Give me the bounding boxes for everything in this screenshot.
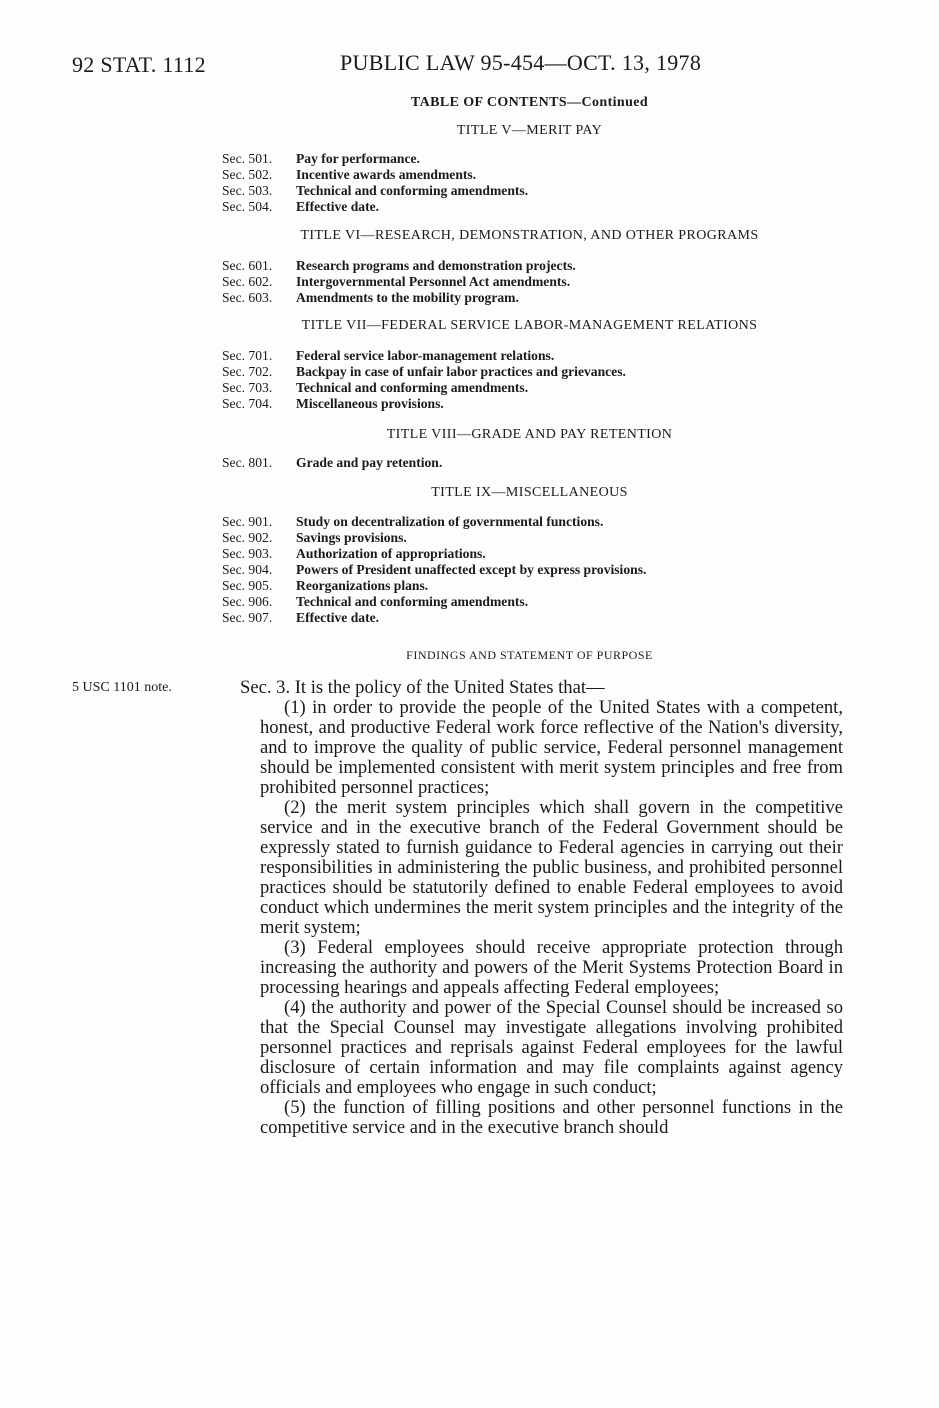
toc-section-number: Sec. 602.: [222, 274, 273, 289]
toc-section: [222, 594, 646, 610]
toc-section-number: Sec. 906.: [222, 594, 273, 609]
toc-section: [222, 514, 646, 530]
toc-section: [222, 290, 576, 306]
toc-section: [222, 396, 626, 412]
toc-section-title: Backpay in case of unfair labor practices and grievances.: [296, 364, 626, 379]
toc-section-title: Effective date.: [296, 610, 380, 625]
toc-section-title: Federal service labor-management relations.: [296, 348, 555, 363]
toc-section-title: Savings provisions.: [296, 530, 407, 545]
toc-title-heading: TITLE VIII—GRADE AND PAY RETENTION: [386, 427, 673, 442]
findings-heading: FINDINGS AND STATEMENT OF PURPOSE: [406, 648, 653, 662]
toc-section: [222, 546, 646, 562]
toc-title-heading: TITLE VII—FEDERAL SERVICE LABOR-MANAGEMENT RELATIONS: [301, 318, 758, 333]
toc-section: [222, 183, 528, 199]
toc-section-number: Sec. 504.: [222, 199, 273, 214]
toc-section-title: Technical and conforming amendments.: [296, 380, 529, 395]
toc-section: [222, 199, 528, 215]
toc-section: [222, 258, 576, 274]
findings-paragraph: (1) in order to provide the people of the United States with a competent, honest, and productive Federal work force reflective of the Nation's diversity, and to improve the quality of public service, Federal personnel management should be implemented consistent with merit system principles and free from prohibited personnel practices;: [260, 697, 843, 798]
running-title: PUBLIC LAW 95-454—OCT. 13, 1978: [340, 50, 702, 75]
findings-paragraph: (3) Federal employees should receive appropriate protection through increasing the authority and powers of the Merit Systems Protection Board in processing hearings and appeals affecting Federal employees;: [260, 937, 843, 998]
toc-section: [222, 151, 528, 167]
section-3-lead: Sec. 3. It is the policy of the United States that—: [240, 677, 605, 698]
toc-section-title: Research programs and demonstration projects.: [296, 258, 576, 273]
toc-section-title: Reorganizations plans.: [296, 578, 429, 593]
toc-section-title: Intergovernmental Personnel Act amendments.: [296, 274, 571, 289]
toc-section-title: Effective date.: [296, 199, 380, 214]
toc-section-number: Sec. 601.: [222, 258, 273, 273]
toc-section-number: Sec. 905.: [222, 578, 273, 593]
toc-section-list: [222, 348, 626, 412]
findings-paragraphs: [240, 698, 843, 1138]
toc-section: [222, 562, 646, 578]
toc-section-title: Pay for performance.: [296, 151, 420, 166]
toc-section-number: Sec. 501.: [222, 151, 273, 166]
toc-section-list: [222, 514, 646, 626]
toc-section-number: Sec. 903.: [222, 546, 273, 561]
toc-section-list: [222, 258, 576, 306]
toc-section-number: Sec. 503.: [222, 183, 273, 198]
margin-citation-note: 5 USC 1101 note.: [72, 680, 172, 695]
toc-section-number: Sec. 603.: [222, 290, 273, 305]
toc-section: [222, 610, 646, 626]
toc-section-title: Study on decentralization of governmental functions.: [296, 514, 604, 529]
toc-section-title: Incentive awards amendments.: [296, 167, 477, 182]
toc-section-title: Authorization of appropriations.: [296, 546, 486, 561]
section-3-body: [240, 678, 843, 1138]
toc-title-heading: TITLE IX—MISCELLANEOUS: [431, 485, 628, 500]
toc-section-number: Sec. 902.: [222, 530, 273, 545]
toc-title-heading: TITLE V—MERIT PAY: [456, 123, 603, 138]
toc-section-number: Sec. 702.: [222, 364, 273, 379]
toc-section-title: Grade and pay retention.: [296, 455, 443, 470]
toc-section: [222, 578, 646, 594]
toc-section-list: [222, 151, 528, 215]
toc-section-number: Sec. 904.: [222, 562, 273, 577]
toc-section-title: Amendments to the mobility program.: [296, 290, 519, 305]
toc-section-number: Sec. 701.: [222, 348, 273, 363]
toc-section-title: Powers of President unaffected except by express provisions.: [296, 562, 647, 577]
toc-title-heading: TITLE VI—RESEARCH, DEMONSTRATION, AND OTHER PROGRAMS: [300, 228, 759, 243]
toc-section-number: Sec. 801.: [222, 455, 273, 470]
toc-section: [222, 348, 626, 364]
toc-section-number: Sec. 901.: [222, 514, 273, 529]
findings-paragraph: (5) the function of filling positions and other personnel functions in the competitive service and in the executive branch should: [260, 1097, 843, 1138]
toc-section-list: [222, 455, 442, 471]
toc-section-title: Miscellaneous provisions.: [296, 396, 444, 411]
toc-section: [222, 380, 626, 396]
toc-section-number: Sec. 703.: [222, 380, 273, 395]
toc-section: [222, 274, 576, 290]
findings-paragraph: (4) the authority and power of the Special Counsel should be increased so that the Special Counsel may investigate allegations involving prohibited personnel practices and reprisals against Federal employees for the lawful disclosure of certain information and may file complaints against agency officials and employees who engage in such conduct;: [260, 997, 843, 1098]
toc-section-title: Technical and conforming amendments.: [296, 594, 529, 609]
toc-section-number: Sec. 907.: [222, 610, 273, 625]
toc-continued-heading: TABLE OF CONTENTS—Continued: [410, 95, 649, 110]
toc-section: [222, 455, 442, 471]
toc-section: [222, 530, 646, 546]
stat-page-number: 92 STAT. 1112: [72, 52, 206, 77]
toc-section-number: Sec. 704.: [222, 396, 273, 411]
toc-section: [222, 364, 626, 380]
toc-section: [222, 167, 528, 183]
toc-section-title: Technical and conforming amendments.: [296, 183, 529, 198]
findings-paragraph: (2) the merit system principles which shall govern in the competitive service and in the executive branch of the Federal Government should be expressly stated to furnish guidance to Federal agencies in carrying out their responsibilities in administering the public business, and prohibited personnel practices should be statutorily defined to enable Federal employees to avoid conduct which undermines the merit system principles and the integrity of the merit system;: [260, 797, 843, 938]
toc-section-number: Sec. 502.: [222, 167, 273, 182]
